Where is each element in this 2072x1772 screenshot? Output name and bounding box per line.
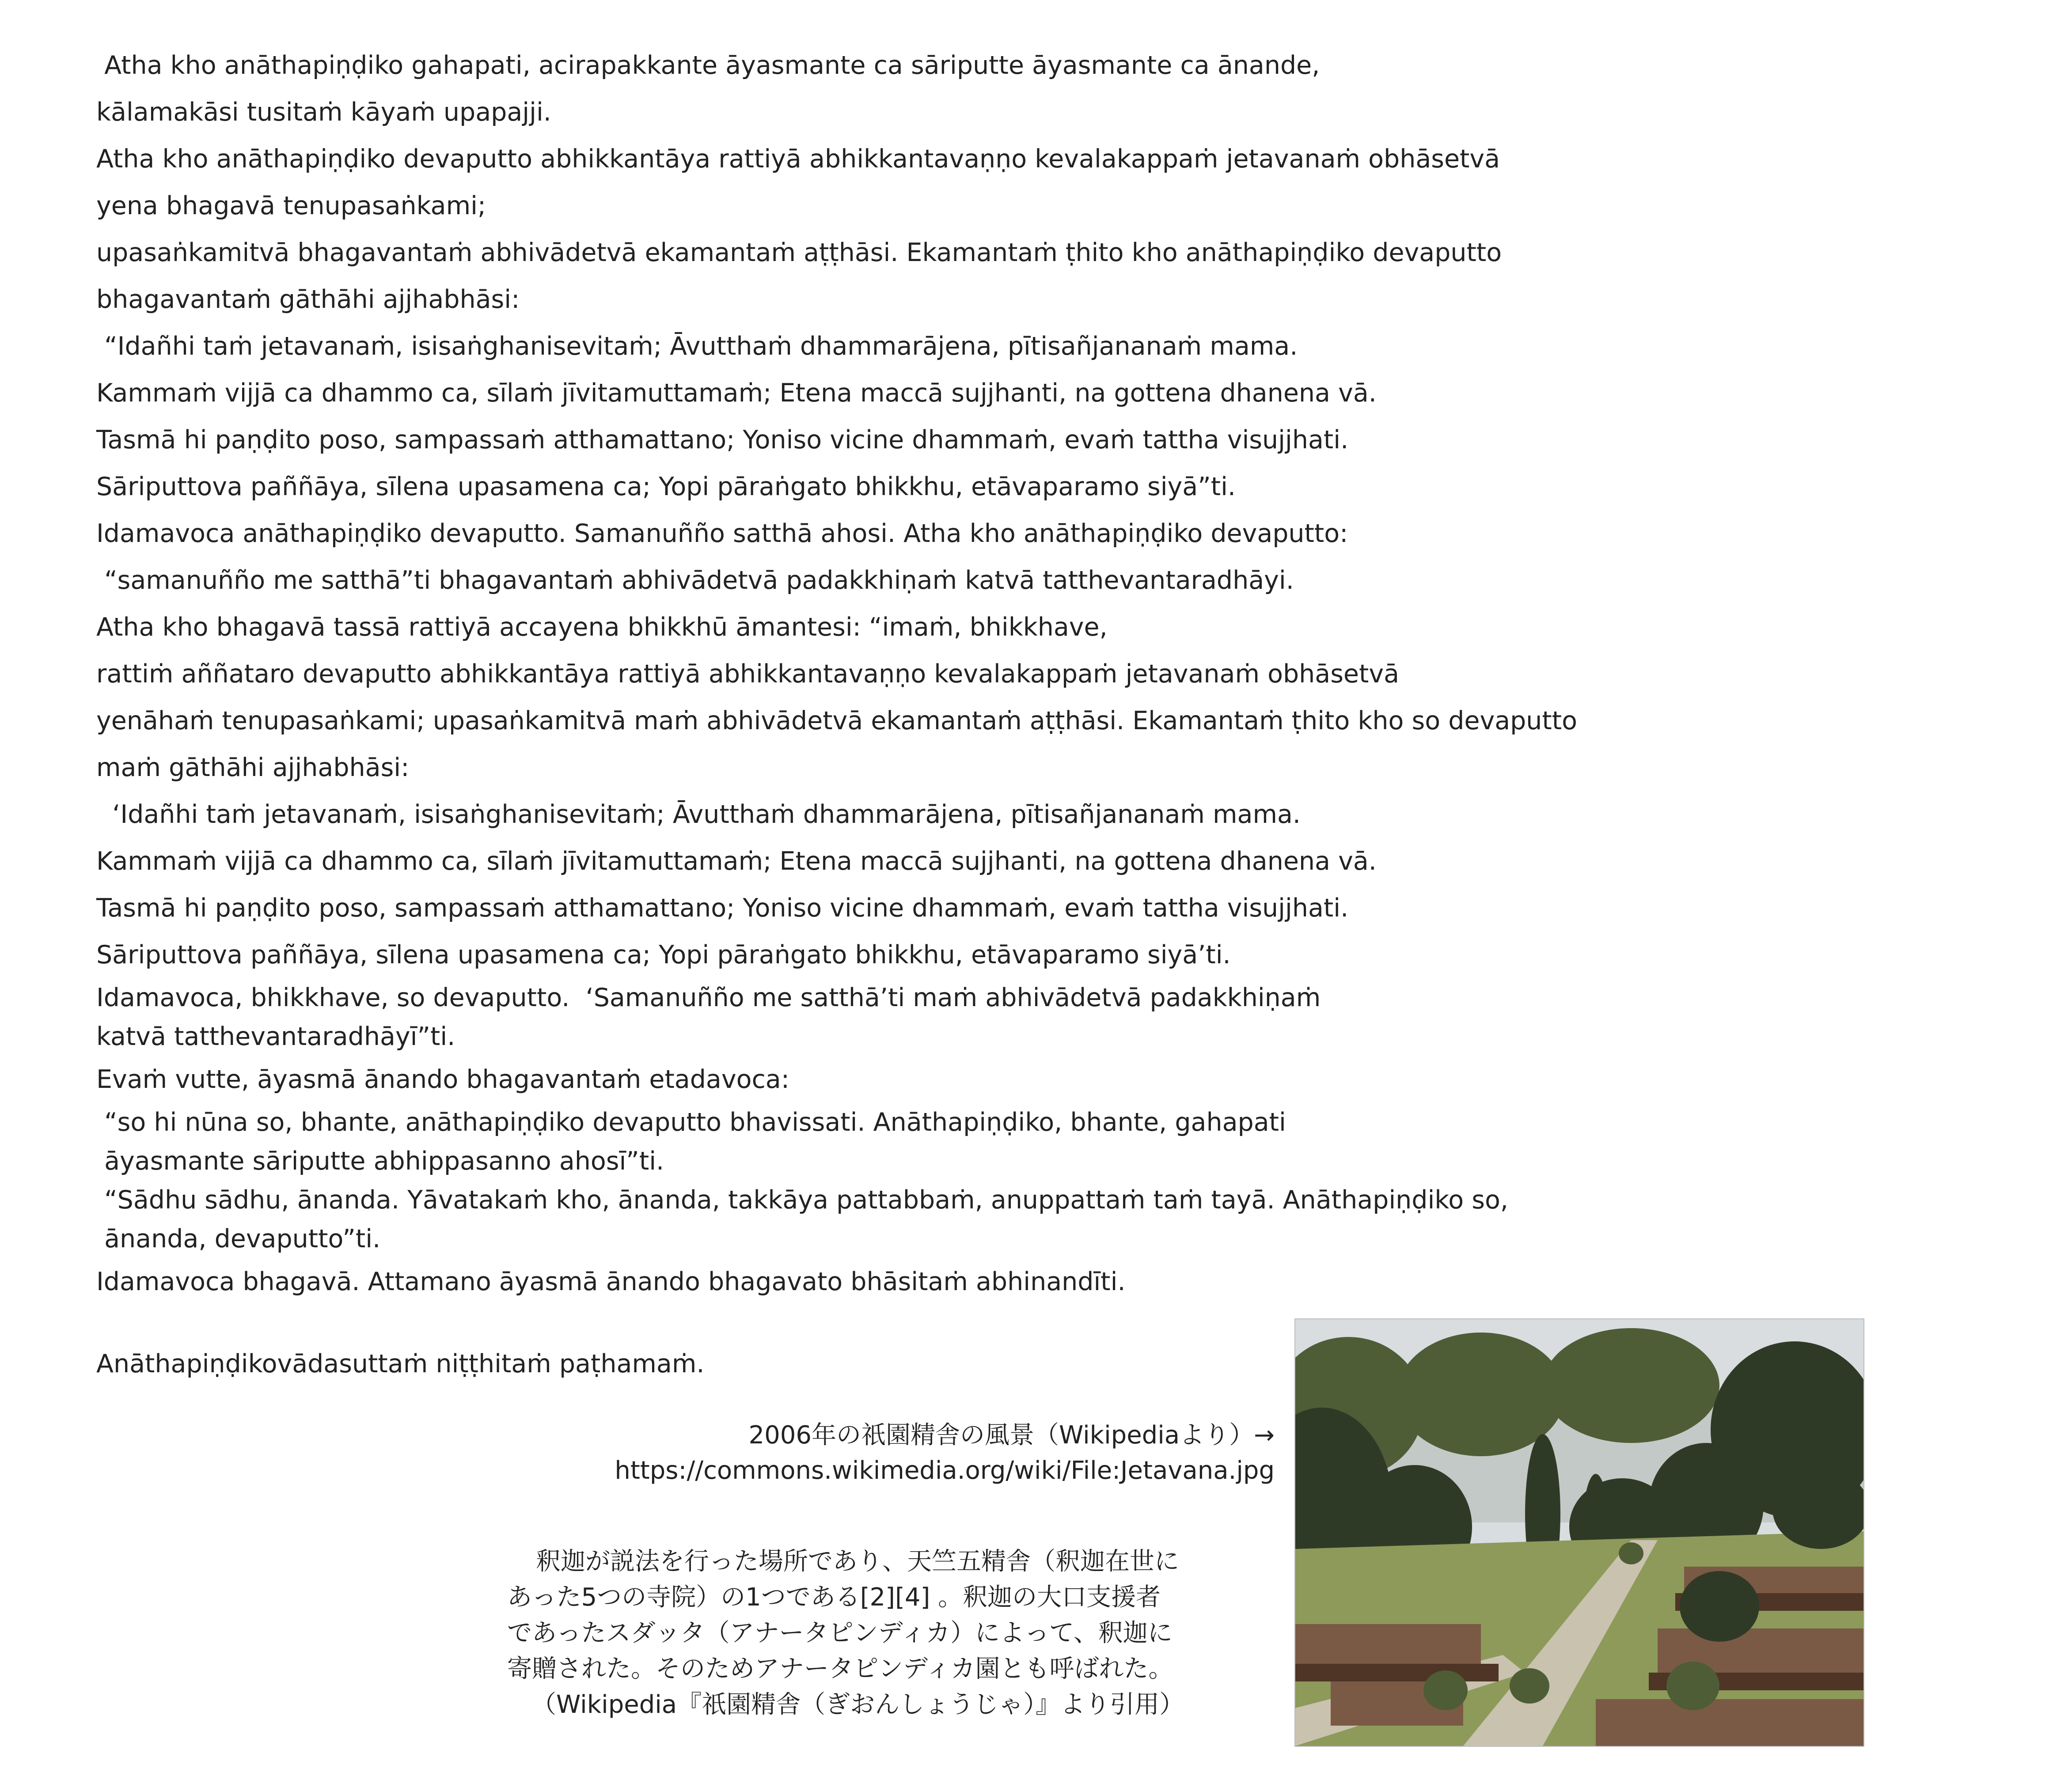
text-line: Idamavoca, bhikkhave, so devaputto. ‘Samanuñño me satthā’ti maṁ abhivādetvā padakkhiṇaṁ xyxy=(96,983,1321,1012)
text-line: katvā tatthevantaradhāyī”ti. xyxy=(96,1022,455,1051)
text-line: “Sādhu sādhu, ānanda. Yāvatakaṁ kho, ānanda, takkāya pattabbaṁ, anuppattaṁ taṁ tayā. Anāthapiṇḍiko so, xyxy=(96,1185,1508,1215)
text-line: Sāriputtova paññāya, sīlena upasamena ca; Yopi pāraṅgato bhikkhu, etāvaparamo siyā”ti. xyxy=(96,472,1236,501)
closing-line: Anāthapiṇḍikovādasuttaṁ niṭṭhitaṁ paṭhamaṁ. xyxy=(96,1349,705,1378)
text-line: Kammaṁ vijjā ca dhammo ca, sīlaṁ jīvitamuttamaṁ; Etena maccā sujjhanti, na gottena dhanena vā. xyxy=(96,847,1377,876)
text-line: Tasmā hi paṇḍito poso, sampassaṁ atthamattano; Yoniso vicine dhammaṁ, evaṁ tattha visujjhati. xyxy=(96,894,1349,923)
text-line: rattiṁ aññataro devaputto abhikkantāya rattiyā abhikkantavaṇṇo kevalakappaṁ jetavanaṁ obhāsetvā xyxy=(96,659,1399,689)
text-line: yena bhagavā tenupasaṅkami; xyxy=(96,191,486,220)
text-line: bhagavantaṁ gāthāhi ajjhabhāsi: xyxy=(96,285,520,314)
photo-tree xyxy=(1680,1571,1759,1642)
photo-tree xyxy=(1423,1670,1468,1710)
photo-caption-title: 2006年の祇園精舎の風景（Wikipediaより）→ xyxy=(748,1421,1275,1450)
text-line: āyasmante sāriputte abhippasanno ahosī”ti. xyxy=(96,1147,664,1176)
text-line: Kammaṁ vijjā ca dhammo ca, sīlaṁ jīvitamuttamaṁ; Etena maccā sujjhanti, na gottena dhanena vā. xyxy=(96,379,1377,408)
text-line: “samanuñño me satthā”ti bhagavantaṁ abhivādetvā padakkhiṇaṁ katvā tatthevantaradhāyi. xyxy=(96,566,1294,595)
text-line: Evaṁ vutte, āyasmā ānando bhagavantaṁ etadavoca: xyxy=(96,1065,789,1094)
text-line: Atha kho anāthapiṇḍiko devaputto abhikkantāya rattiyā abhikkantavaṇṇo kevalakappaṁ jetavanaṁ obhāsetvā xyxy=(96,144,1500,174)
text-line: kālamakāsi tusitaṁ kāyaṁ upapajji. xyxy=(96,98,551,127)
text-line: Atha kho bhagavā tassā rattiyā accayena bhikkhū āmantesi: “imaṁ, bhikkhave, xyxy=(96,613,1108,642)
photo-source-url: https://commons.wikimedia.org/wiki/File:Jetavana.jpg xyxy=(615,1456,1275,1485)
photo-ruins xyxy=(1596,1699,1863,1746)
text-line: yenāhaṁ tenupasaṅkami; upasaṅkamitvā maṁ abhivādetvā ekamantaṁ aṭṭhāsi. Ekamantaṁ ṭhito kho so devaputto xyxy=(96,706,1578,735)
text-line: Atha kho anāthapiṇḍiko gahapati, acirapakkante āyasmante ca sāriputte āyasmante ca ānande, xyxy=(96,51,1320,80)
photo-tree xyxy=(1510,1668,1549,1704)
description-source-line: （Wikipedia『祇園精舎（ぎおんしょうじゃ）』より引用） xyxy=(531,1690,1184,1719)
photo-tree xyxy=(1619,1542,1643,1564)
text-line: “so hi nūna so, bhante, anāthapiṇḍiko devaputto bhavissati. Anāthapiṇḍiko, bhante, gahapati xyxy=(96,1108,1286,1137)
photo-description xyxy=(507,1544,1276,1723)
text-line: maṁ gāthāhi ajjhabhāsi: xyxy=(96,753,410,782)
description-line: であったスダッタ（アナータピンディカ）によって、釈迦に xyxy=(507,1619,1173,1647)
photo-ruins xyxy=(1295,1664,1499,1681)
pali-text-body xyxy=(96,42,1775,1387)
jetavana-photo xyxy=(1294,1318,1864,1747)
photo-tree xyxy=(1666,1662,1719,1710)
text-line: upasaṅkamitvā bhagavantaṁ abhivādetvā ekamantaṁ aṭṭhāsi. Ekamantaṁ ṭhito kho anāthapiṇḍiko devaputto xyxy=(96,238,1502,267)
description-line: 寄贈された。そのためアナータピンディカ園とも呼ばれた。 xyxy=(507,1655,1173,1683)
photo-caption xyxy=(391,1418,1275,1488)
description-line: あった5つの寺院）の1つである[2][4] 。釈迦の大口支援者 xyxy=(507,1583,1161,1612)
text-line: Sāriputtova paññāya, sīlena upasamena ca; Yopi pāraṅgato bhikkhu, etāvaparamo siyā’ti. xyxy=(96,940,1231,969)
text-line: Idamavoca anāthapiṇḍiko devaputto. Samanuñño satthā ahosi. Atha kho anāthapiṇḍiko devaputto: xyxy=(96,519,1348,548)
text-line: Idamavoca bhagavā. Attamano āyasmā ānando bhagavato bhāsitaṁ abhinandīti. xyxy=(96,1267,1126,1296)
text-line: ‘Idañhi taṁ jetavanaṁ, isisaṅghanisevitaṁ; Āvutthaṁ dhammarājena, pītisañjananaṁ mama. xyxy=(96,800,1301,829)
text-line: Tasmā hi paṇḍito poso, sampassaṁ atthamattano; Yoniso vicine dhammaṁ, evaṁ tattha visujjhati. xyxy=(96,425,1349,454)
text-line: ānanda, devaputto”ti. xyxy=(96,1224,381,1253)
text-line: “Idañhi taṁ jetavanaṁ, isisaṅghanisevitaṁ; Āvutthaṁ dhammarājena, pītisañjananaṁ mama. xyxy=(96,332,1298,361)
photo-tree xyxy=(1543,1328,1719,1443)
description-line: 釈迦が説法を行った場所であり、天竺五精舎（釈迦在世に xyxy=(536,1547,1179,1576)
jetavana-photo-icon xyxy=(1295,1319,1863,1746)
